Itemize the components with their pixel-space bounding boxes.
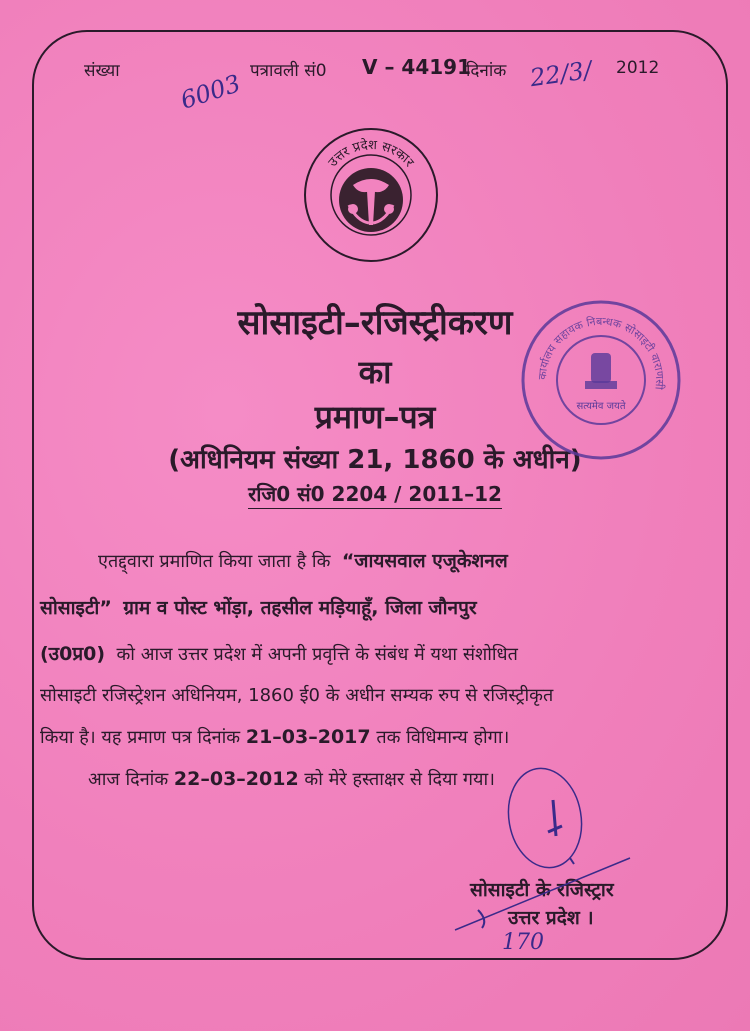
certificate-title-line3: प्रमाण–पत्र (314, 398, 436, 436)
seal-motto: सत्यमेव जयते (576, 401, 626, 412)
certificate-title-line2: का (358, 353, 392, 391)
handwritten-note: 170 (502, 930, 544, 955)
handwritten-number: 6003 (177, 69, 244, 115)
sankhya-label: संख्या (84, 61, 120, 81)
dinank-label: दिनांक (466, 61, 507, 81)
body-line-5: किया है। यह प्रमाण पत्र दिनांक 21–03–2017 तक विधिमान्य होगा। (40, 726, 510, 748)
emblem-text: उत्तर प्रदेश सरकार (325, 137, 417, 171)
body-line-6: आज दिनांक 22–03–2012 को मेरे हस्ताक्षर से दिया गया। (88, 768, 495, 790)
certificate-title-line1: सोसाइटी–रजिस्ट्रीकरण (237, 303, 513, 343)
header-year: 2012 (616, 58, 660, 78)
handwritten-date: 22/3/ (528, 55, 594, 93)
patravali-label: पत्रावली सं0 (250, 61, 327, 81)
file-number: V – 44191 (362, 55, 471, 79)
registrar-designation: सोसाइटी के रजिस्ट्रार (470, 879, 614, 901)
act-reference: (अधिनियम संख्या 21, 1860 के अधीन) (168, 445, 582, 475)
body-line-4: सोसाइटी रजिस्ट्रेशन अधिनियम, 1860 ई0 के अधीन सम्यक रुप से रजिस्ट्रीकृत (40, 685, 554, 706)
seal-text: कार्यालय सहायक निबन्धक सोसाइटी वाराणसी (535, 314, 667, 391)
registrar-state: उत्तर प्रदेश । (508, 907, 594, 929)
registration-number: रजि0 सं0 2204 / 2011–12 (0, 480, 750, 507)
body-line-2: सोसाइटी” ग्राम व पोस्ट भोंड़ा, तहसील मड़ियाहूँ, जिला जौनपुर (40, 597, 477, 619)
body-line-3: (उ0प्र0) को आज उत्तर प्रदेश में अपनी प्रवृत्ति के संबंध में यथा संशोधित (40, 643, 518, 665)
body-line-1: एतद्द्वारा प्रमाणित किया जाता है कि “जायसवाल एजूकेशनल (98, 550, 508, 572)
